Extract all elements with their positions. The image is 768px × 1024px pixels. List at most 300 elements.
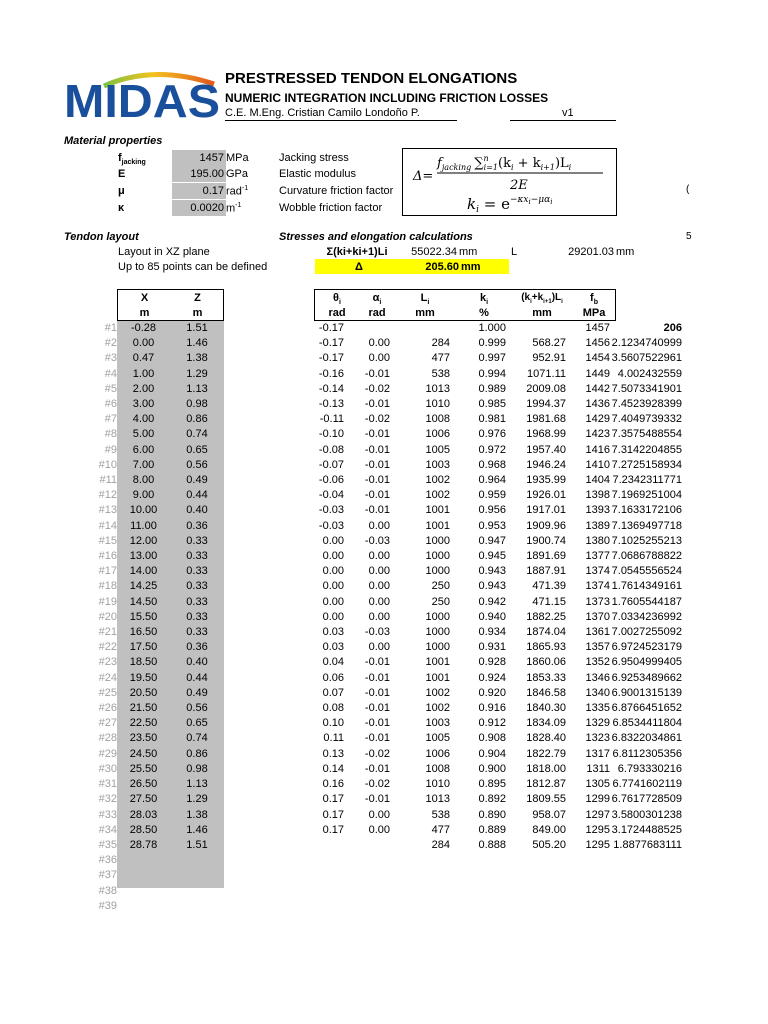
row-number: #26 xyxy=(98,702,117,715)
elongation-cell: 2.1234740999 xyxy=(611,337,682,350)
theta-cell: 0.13 xyxy=(322,747,344,760)
kkl-cell: 568.27 xyxy=(532,337,566,350)
elongation-cell: 7.0686788822 xyxy=(611,550,682,563)
kkl-cell: 1909.96 xyxy=(526,519,566,532)
elongation-cell: 6.9253489662 xyxy=(611,671,682,684)
kkl-cell: 505.20 xyxy=(532,838,566,851)
theta-cell: 0.16 xyxy=(322,778,344,791)
z-cell[interactable]: 0.44 xyxy=(186,671,208,684)
xz-table-row xyxy=(70,640,224,655)
row-number: #3 xyxy=(104,352,117,365)
z-cell[interactable]: 1.46 xyxy=(186,823,208,836)
z-cell[interactable]: 1.38 xyxy=(186,352,208,365)
row-number: #23 xyxy=(98,656,117,669)
xz-table-row xyxy=(70,899,224,914)
length-cell: 1005 xyxy=(425,443,450,456)
length-cell: 1000 xyxy=(425,550,450,563)
length-cell: 1005 xyxy=(425,732,450,745)
k-cell: 0.924 xyxy=(478,671,506,684)
material-value-input[interactable]: 0.17 xyxy=(172,183,226,199)
z-cell[interactable]: 0.33 xyxy=(186,534,208,547)
theta-cell: 0.00 xyxy=(322,534,344,547)
x-cell[interactable]: 15.50 xyxy=(129,610,158,623)
fb-cell: 1449 xyxy=(585,367,610,380)
z-cell[interactable]: 0.56 xyxy=(186,702,208,715)
fb-cell: 1393 xyxy=(585,504,610,517)
material-value-input[interactable]: 1457 xyxy=(172,150,226,166)
x-cell[interactable]: 5.00 xyxy=(132,428,155,441)
k-cell: 0.890 xyxy=(478,808,506,821)
elongation-cell: 6.8322034861 xyxy=(611,732,682,745)
xz-table-header xyxy=(117,289,224,321)
formula-k-eq: = e xyxy=(478,195,510,213)
k-cell: 0.989 xyxy=(478,382,506,395)
fb-header: $f_b$ xyxy=(590,292,598,307)
k-cell: 0.976 xyxy=(478,428,506,441)
k-cell: 0.968 xyxy=(478,458,506,471)
length-cell: 477 xyxy=(431,823,450,836)
fb-cell: 1423 xyxy=(585,428,610,441)
calc-table-row xyxy=(314,336,682,351)
theta-cell: 0.10 xyxy=(322,717,344,730)
k-cell: 0.920 xyxy=(478,686,506,699)
x-cell[interactable]: 14.00 xyxy=(129,565,158,578)
l-unit: mm xyxy=(616,246,635,258)
x-cell[interactable]: 1.00 xyxy=(132,367,155,380)
x-cell[interactable]: 19.50 xyxy=(129,671,158,684)
row-number: #34 xyxy=(98,823,117,836)
calc-table-row xyxy=(314,458,682,473)
k-cell: 0.947 xyxy=(478,534,506,547)
row-number: #27 xyxy=(98,717,117,730)
z-cell[interactable] xyxy=(170,899,224,914)
row-number: #17 xyxy=(98,565,117,578)
row-number: #2 xyxy=(104,337,117,350)
fb-cell: 1416 xyxy=(585,443,610,456)
sum-unit: mm xyxy=(459,246,478,258)
edge-mark-2: 5 xyxy=(686,231,692,242)
xz-table-row xyxy=(70,610,224,625)
k-cell: 0.928 xyxy=(478,656,506,669)
x-cell[interactable]: 28.78 xyxy=(129,838,158,851)
xz-table-row xyxy=(70,671,224,686)
z-cell[interactable]: 1.29 xyxy=(186,793,208,806)
material-unit: rad$^{-1}$ xyxy=(226,185,249,198)
length-cell: 1001 xyxy=(425,656,450,669)
l-value: 29201.03 xyxy=(568,246,614,258)
z-cell[interactable]: 0.33 xyxy=(186,565,208,578)
elongation-cell: 7.3142204855 xyxy=(611,443,682,456)
row-number: #14 xyxy=(98,519,117,532)
row-number: #24 xyxy=(98,671,117,684)
material-value-input[interactable]: 0.0020 xyxy=(172,200,226,216)
x-cell[interactable]: 11.00 xyxy=(130,519,157,532)
xz-table-row xyxy=(70,853,224,868)
calc-table-row xyxy=(314,808,682,823)
xz-table-row xyxy=(70,321,224,336)
x-cell[interactable]: 10.00 xyxy=(129,504,158,517)
elongation-cell: 206 xyxy=(663,322,682,334)
theta-cell: -0.17 xyxy=(318,352,344,365)
row-number: #36 xyxy=(98,854,117,867)
k-cell: 0.889 xyxy=(478,823,506,836)
x-cell[interactable]: 2.00 xyxy=(132,382,155,395)
material-description: Elastic modulus xyxy=(279,168,357,180)
z-cell[interactable]: 1.51 xyxy=(186,838,208,851)
alpha-cell xyxy=(344,838,390,853)
k-cell: 0.953 xyxy=(478,519,506,532)
page-title: PRESTRESSED TENDON ELONGATIONS xyxy=(225,70,518,87)
z-cell[interactable] xyxy=(170,868,224,883)
xz-table-row xyxy=(70,458,224,473)
kkl-cell: 849.00 xyxy=(532,823,566,836)
z-cell[interactable]: 0.86 xyxy=(186,413,208,426)
x-cell[interactable]: 8.00 xyxy=(132,474,155,487)
x-cell[interactable]: 6.00 xyxy=(132,443,155,456)
xz-table-row xyxy=(70,488,224,503)
row-number: #30 xyxy=(98,762,117,775)
row-number: #39 xyxy=(98,899,117,912)
x-cell[interactable]: 14.50 xyxy=(129,595,158,608)
calc-table-row xyxy=(314,503,682,518)
row-number: #31 xyxy=(98,778,117,791)
tendon-layout-title: Tendon layout xyxy=(64,231,139,243)
fb-cell: 1374 xyxy=(585,565,610,578)
k-cell: 0.964 xyxy=(478,474,506,487)
calc-table-row xyxy=(314,382,682,397)
x-cell[interactable]: 23.50 xyxy=(129,732,158,745)
points-note: Up to 85 points can be defined xyxy=(118,261,268,273)
x-cell[interactable] xyxy=(117,899,170,914)
x-cell[interactable]: 14.25 xyxy=(129,580,158,593)
author-name: C.E. M.Eng. Cristian Camilo Londoño P. xyxy=(225,107,420,119)
z-cell[interactable]: 0.65 xyxy=(186,443,208,456)
formula-k-exp: −κx xyxy=(509,195,529,205)
x-cell[interactable]: 27.50 xyxy=(129,793,158,806)
fb-cell: 1299 xyxy=(585,793,610,806)
z-cell[interactable]: 1.38 xyxy=(186,808,208,821)
x-cell[interactable]: 18.50 xyxy=(129,656,158,669)
elongation-cell: 6.8534411804 xyxy=(612,717,682,730)
fb-cell: 1329 xyxy=(585,717,610,730)
k-cell: 0.931 xyxy=(478,641,506,654)
elongation-cell: 3.1724488525 xyxy=(611,823,682,836)
z-cell[interactable]: 0.40 xyxy=(186,656,208,669)
k-unit: % xyxy=(479,307,489,319)
z-cell[interactable]: 0.98 xyxy=(186,398,208,411)
material-section-title: Material properties xyxy=(64,135,163,147)
calc-table-row xyxy=(314,367,682,382)
calc-table-row xyxy=(314,397,682,412)
elongation-formula xyxy=(403,149,616,215)
theta-cell: -0.17 xyxy=(318,337,344,350)
theta-cell: 0.08 xyxy=(322,702,344,715)
elongation-cell: 7.0027255092 xyxy=(611,626,682,639)
alpha-cell: -0.01 xyxy=(364,443,390,456)
x-cell[interactable]: 25.50 xyxy=(129,762,158,775)
alpha-cell: 0.00 xyxy=(368,823,390,836)
z-cell[interactable]: 0.86 xyxy=(186,747,208,760)
row-number: #15 xyxy=(98,534,117,547)
x-cell[interactable]: -0.28 xyxy=(130,322,157,334)
length-cell: 284 xyxy=(431,337,450,350)
z-cell[interactable]: 0.74 xyxy=(186,428,208,441)
kkl-cell: 1834.09 xyxy=(526,717,566,730)
calc-table-row xyxy=(314,473,682,488)
kkl-cell: 1812.87 xyxy=(526,778,566,791)
row-number: #32 xyxy=(98,793,117,806)
theta-cell: 0.00 xyxy=(322,565,344,578)
z-cell[interactable]: 0.33 xyxy=(186,595,208,608)
k-cell: 0.959 xyxy=(478,489,506,502)
fb-cell: 1380 xyxy=(585,534,610,547)
elongation-cell: 7.3575488554 xyxy=(611,428,682,441)
calc-table-row xyxy=(314,777,682,792)
fb-cell: 1454 xyxy=(585,352,610,365)
k-cell: 0.945 xyxy=(478,550,506,563)
fb-cell: 1370 xyxy=(585,610,610,623)
x-cell[interactable]: 0.00 xyxy=(132,337,155,350)
z-cell[interactable]: 0.65 xyxy=(186,717,208,730)
kkl-cell: 1853.33 xyxy=(526,671,566,684)
length-cell: 1003 xyxy=(425,717,450,730)
calc-table-row xyxy=(314,747,682,762)
length-cell: 284 xyxy=(431,838,450,851)
elongation-cell: 7.5073341901 xyxy=(611,382,682,395)
fb-cell: 1346 xyxy=(585,671,610,684)
z-cell[interactable]: 0.98 xyxy=(186,762,208,775)
length-cell: 1003 xyxy=(425,458,450,471)
xz-table-row xyxy=(70,443,224,458)
z-cell[interactable]: 0.33 xyxy=(186,550,208,563)
z-cell[interactable]: 0.33 xyxy=(186,626,208,639)
kkl-cell: 1828.40 xyxy=(526,732,566,745)
z-cell[interactable]: 1.29 xyxy=(186,367,208,380)
row-number: #9 xyxy=(104,443,117,456)
z-cell[interactable]: 0.36 xyxy=(186,519,208,532)
xz-table-row xyxy=(70,731,224,746)
svg-text:fjacking∑ni=1(ki + ki+1)Li: $f_{jacking}$ ∑$^n$ $i=1(k_i + k_{i+1})L_i$ xyxy=(437,154,572,172)
row-number: #4 xyxy=(104,367,117,380)
alpha-cell: 0.00 xyxy=(368,550,390,563)
alpha-cell: 0.00 xyxy=(368,352,390,365)
kkl-cell: 1840.30 xyxy=(526,702,566,715)
x-cell[interactable]: 22.50 xyxy=(129,717,158,730)
alpha-cell: -0.01 xyxy=(364,398,390,411)
kkl-cell: 1071.11 xyxy=(527,367,566,380)
row-number: #29 xyxy=(98,747,117,760)
fb-cell: 1374 xyxy=(585,580,610,593)
length-cell: 1000 xyxy=(425,534,450,547)
z-cell[interactable]: 1.51 xyxy=(186,322,208,334)
stresses-section-title: Stresses and elongation calculations xyxy=(279,231,473,243)
alpha-cell: -0.02 xyxy=(364,382,390,395)
alpha-cell: -0.03 xyxy=(364,534,390,547)
elongation-cell: 6.9001315139 xyxy=(611,686,682,699)
elongation-cell: 6.9504999405 xyxy=(611,656,682,669)
x-cell[interactable] xyxy=(117,853,170,868)
x-cell[interactable]: 13.00 xyxy=(129,550,158,563)
elongation-cell: 7.2342311771 xyxy=(612,474,682,487)
xz-table-row xyxy=(70,686,224,701)
x-cell[interactable]: 9.00 xyxy=(132,489,155,502)
z-cell[interactable]: 1.46 xyxy=(186,337,208,350)
row-number: #25 xyxy=(98,686,117,699)
elongation-cell: 7.1025255213 xyxy=(611,534,682,547)
fb-cell: 1352 xyxy=(585,656,610,669)
z-cell[interactable]: 1.13 xyxy=(186,778,208,791)
xz-table-row xyxy=(70,412,224,427)
kkl-cell: 1994.37 xyxy=(526,398,566,411)
row-number: #33 xyxy=(98,808,117,821)
length-cell: 1002 xyxy=(425,686,450,699)
alpha-cell: -0.01 xyxy=(364,367,390,380)
x-cell[interactable]: 3.00 xyxy=(132,398,155,411)
theta-cell: -0.17 xyxy=(318,322,344,334)
theta-unit: rad xyxy=(328,307,346,319)
elongation-cell: 6.7741602119 xyxy=(612,778,682,791)
z-cell[interactable]: 0.56 xyxy=(186,458,208,471)
row-number: #12 xyxy=(98,489,117,502)
length-cell: 1006 xyxy=(425,747,450,760)
theta-cell: 0.00 xyxy=(322,580,344,593)
logo-text: MIDAS xyxy=(64,75,220,120)
kkl-cell: 1917.01 xyxy=(526,504,566,517)
xz-table-row xyxy=(70,701,224,716)
elongation-cell: 6.9724523179 xyxy=(611,641,682,654)
kkl-cell xyxy=(506,321,566,336)
k-cell: 0.895 xyxy=(478,778,506,791)
x-cell[interactable]: 17.50 xyxy=(129,641,158,654)
length-cell: 1013 xyxy=(425,382,450,395)
z-cell[interactable]: 0.74 xyxy=(186,732,208,745)
length-cell xyxy=(390,321,450,336)
z-cell[interactable]: 0.49 xyxy=(186,474,208,487)
x-header: X xyxy=(140,292,149,304)
row-number: #19 xyxy=(98,595,117,608)
x-cell[interactable]: 7.00 xyxy=(132,458,155,471)
z-cell[interactable]: 0.33 xyxy=(186,580,208,593)
z-cell[interactable]: 0.40 xyxy=(186,504,208,517)
k-cell: 0.908 xyxy=(478,732,506,745)
alpha-unit: rad xyxy=(368,307,386,319)
row-number: #20 xyxy=(98,610,117,623)
calc-table-row xyxy=(314,610,682,625)
xz-table-row xyxy=(70,336,224,351)
z-cell[interactable]: 0.36 xyxy=(186,641,208,654)
z-cell[interactable] xyxy=(170,853,224,868)
formula-body2: + k xyxy=(513,156,541,171)
xz-table-row xyxy=(70,427,224,442)
length-cell: 538 xyxy=(431,808,450,821)
k-cell: 0.985 xyxy=(478,398,506,411)
fb-cell: 1340 xyxy=(585,686,610,699)
x-cell[interactable]: 0.47 xyxy=(132,352,155,365)
kkl-cell: 1846.58 xyxy=(526,686,566,699)
alpha-cell: -0.02 xyxy=(364,747,390,760)
midas-logo xyxy=(64,70,222,120)
k-cell: 0.892 xyxy=(478,793,506,806)
calc-table-row xyxy=(314,716,682,731)
page-subtitle: NUMERIC INTEGRATION INCLUDING FRICTION LOSSES xyxy=(225,91,549,105)
theta-cell: -0.04 xyxy=(318,489,344,502)
alpha-cell: -0.01 xyxy=(364,732,390,745)
formula-denominator: 2E xyxy=(510,178,528,193)
material-unit: MPa xyxy=(226,152,249,164)
xz-table-row xyxy=(70,884,224,899)
alpha-cell xyxy=(344,321,390,336)
alpha-cell: 0.00 xyxy=(368,641,390,654)
x-cell[interactable]: 12.00 xyxy=(129,534,158,547)
elongation-cell: 1.7614349161 xyxy=(611,580,682,593)
x-cell[interactable]: 24.50 xyxy=(129,747,158,760)
xz-table-row xyxy=(70,777,224,792)
elongation-cell: 1.7605544187 xyxy=(611,595,682,608)
alpha-cell: -0.01 xyxy=(364,717,390,730)
z-cell[interactable]: 0.33 xyxy=(186,610,208,623)
calc-table-row xyxy=(314,564,682,579)
kkl-cell: 1957.40 xyxy=(526,443,566,456)
fb-cell: 1389 xyxy=(585,519,610,532)
elongation-cell: 7.1633172106 xyxy=(611,504,682,517)
xz-table-row xyxy=(70,503,224,518)
x-cell[interactable]: 28.03 xyxy=(129,808,158,821)
length-cell: 1006 xyxy=(425,428,450,441)
alpha-cell: -0.02 xyxy=(364,778,390,791)
delta-label: Δ xyxy=(355,261,363,273)
theta-cell: 0.17 xyxy=(322,808,344,821)
z-cell[interactable]: 1.13 xyxy=(186,382,208,395)
x-cell[interactable]: 16.50 xyxy=(129,626,158,639)
xz-table xyxy=(70,321,224,914)
xz-table-row xyxy=(70,549,224,564)
fb-cell: 1335 xyxy=(585,702,610,715)
xz-table-row xyxy=(70,762,224,777)
theta-cell: 0.07 xyxy=(322,686,344,699)
calc-table-row xyxy=(314,443,682,458)
row-number: #35 xyxy=(98,838,117,851)
z-cell[interactable]: 0.49 xyxy=(186,686,208,699)
length-cell: 1000 xyxy=(425,565,450,578)
alpha-cell: -0.01 xyxy=(364,504,390,517)
x-cell[interactable]: 26.50 xyxy=(129,778,158,791)
x-cell[interactable]: 4.00 xyxy=(132,413,155,426)
material-value-input[interactable]: 195.00 xyxy=(172,166,226,182)
alpha-cell: -0.01 xyxy=(364,793,390,806)
x-cell[interactable]: 20.50 xyxy=(129,686,158,699)
kkl-cell: 1981.68 xyxy=(526,413,566,426)
material-description: Jacking stress xyxy=(279,152,349,164)
z-cell[interactable] xyxy=(170,884,224,899)
xz-table-row xyxy=(70,792,224,807)
length-cell: 250 xyxy=(431,580,450,593)
theta-cell: 0.14 xyxy=(322,762,344,775)
length-cell: 1001 xyxy=(425,519,450,532)
calc-table-row xyxy=(314,671,682,686)
z-cell[interactable]: 0.44 xyxy=(186,489,208,502)
x-cell[interactable] xyxy=(117,884,170,899)
x-cell[interactable]: 28.50 xyxy=(129,823,158,836)
calc-table-row xyxy=(314,655,682,670)
calc-table-row xyxy=(314,595,682,610)
alpha-cell: -0.01 xyxy=(364,762,390,775)
kkl-cell: 1935.99 xyxy=(526,474,566,487)
length-cell: 477 xyxy=(431,352,450,365)
k-cell: 0.916 xyxy=(478,702,506,715)
row-number: #28 xyxy=(98,732,117,745)
x-cell[interactable] xyxy=(117,868,170,883)
x-cell[interactable]: 21.50 xyxy=(129,702,158,715)
